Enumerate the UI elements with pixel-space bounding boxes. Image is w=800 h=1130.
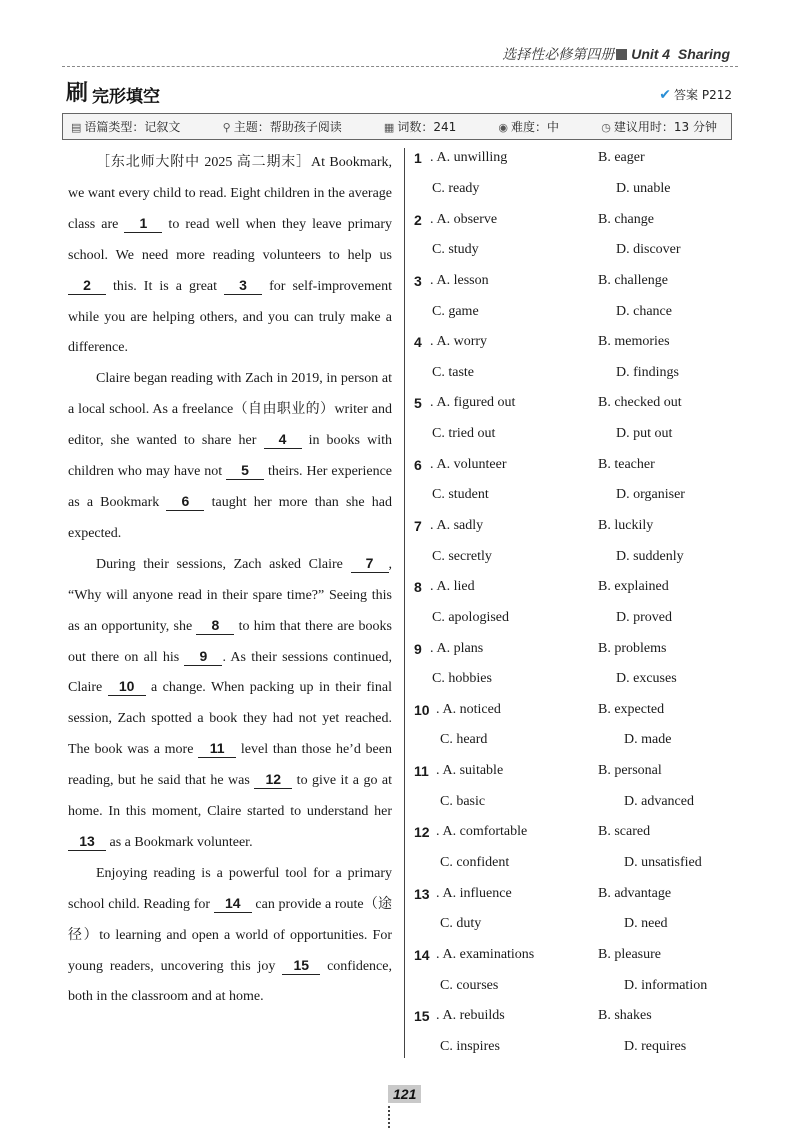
question-number: 5 bbox=[414, 395, 422, 412]
option-b[interactable]: B. personal bbox=[598, 763, 662, 779]
running-head bbox=[502, 44, 730, 64]
question-8-left bbox=[414, 579, 598, 595]
theme-text: 主题：帮助孩子阅读 bbox=[233, 120, 342, 134]
option-b[interactable]: B. change bbox=[598, 211, 654, 227]
passage-text: to give it a go at home. In this moment, Claire started to understand her bbox=[68, 773, 392, 820]
option-a[interactable]: A. examinations bbox=[442, 946, 535, 962]
option-d[interactable]: D. excuses bbox=[616, 671, 677, 687]
passage-text: . As their sessions continued, Claire bbox=[68, 649, 392, 696]
option-b[interactable]: B. problems bbox=[598, 640, 667, 656]
option-b[interactable]: B. shakes bbox=[598, 1008, 652, 1024]
question-dot: . bbox=[430, 640, 434, 656]
question-6-left bbox=[414, 457, 598, 473]
passage-text: ［东北师大附中 2025 高二期末］At Bookmark, we want every child to read. Eight children in the average class are bbox=[68, 155, 392, 232]
difficulty-text: 难度：中 bbox=[511, 120, 560, 134]
question-dot: . bbox=[436, 885, 440, 901]
option-a[interactable]: A. worry bbox=[436, 334, 488, 350]
question-12-row-cd bbox=[414, 848, 734, 879]
passage-text: can provide a route（途径）to learning and open a world of opportunities. For young readers, uncovering this joy bbox=[68, 896, 392, 974]
question-15-row-ab bbox=[414, 1001, 734, 1032]
info-bar bbox=[62, 113, 732, 140]
question-number: 13 bbox=[414, 885, 430, 902]
question-1-row-cd bbox=[414, 174, 734, 205]
question-number: 6 bbox=[414, 456, 422, 473]
option-c[interactable]: C. ready bbox=[432, 180, 480, 196]
passage-text: to him that there are books out there on all his bbox=[68, 618, 392, 665]
blank-11: 11 bbox=[198, 740, 236, 758]
option-d[interactable]: D. suddenly bbox=[616, 548, 684, 564]
question-number: 10 bbox=[414, 701, 430, 718]
question-dot: . bbox=[436, 1008, 440, 1024]
document-icon: ▤ bbox=[71, 121, 82, 134]
option-c[interactable]: C. tried out bbox=[432, 426, 496, 442]
question-number: 8 bbox=[414, 579, 422, 596]
option-b[interactable]: B. advantage bbox=[598, 885, 672, 901]
option-a[interactable]: A. comfortable bbox=[442, 824, 528, 840]
passage-text: taught her more than she had expected. bbox=[68, 494, 392, 541]
question-4-left bbox=[414, 334, 598, 350]
option-d[interactable]: D. requires bbox=[624, 1038, 687, 1054]
question-dot: . bbox=[430, 272, 434, 288]
book-title: 选择性必修第四册 bbox=[502, 46, 615, 62]
option-a[interactable]: A. lesson bbox=[436, 272, 489, 288]
question-13-left bbox=[414, 886, 598, 902]
info-time bbox=[601, 118, 717, 135]
question-10-row-cd bbox=[414, 725, 734, 756]
header-rule bbox=[62, 66, 738, 67]
option-c[interactable]: C. hobbies bbox=[432, 671, 492, 687]
question-6-row-cd bbox=[414, 480, 734, 511]
option-a[interactable]: A. noticed bbox=[442, 701, 501, 717]
question-dot: . bbox=[430, 579, 434, 595]
option-a[interactable]: A. lied bbox=[436, 579, 475, 595]
question-15-row-cd bbox=[414, 1032, 734, 1063]
option-c[interactable]: C. basic bbox=[440, 793, 486, 809]
question-dot: . bbox=[430, 211, 434, 227]
question-dot: . bbox=[436, 763, 440, 779]
option-c[interactable]: C. inspires bbox=[440, 1038, 500, 1054]
option-b[interactable]: B. expected bbox=[598, 701, 665, 717]
passage-text: level than those he’d been reading, but he said that he was bbox=[68, 742, 392, 789]
question-dot: . bbox=[430, 334, 434, 350]
option-b[interactable]: B. luckily bbox=[598, 518, 654, 533]
question-7-row-ab bbox=[414, 511, 734, 542]
unit-label: Unit 4 bbox=[631, 46, 671, 62]
paragraph-2 bbox=[68, 364, 392, 549]
passage-text: During their sessions, Zach asked Claire bbox=[96, 556, 351, 572]
question-11-row-cd bbox=[414, 786, 734, 817]
option-c[interactable]: C. duty bbox=[440, 916, 482, 932]
paragraph-1 bbox=[68, 148, 392, 364]
question-3-left bbox=[414, 273, 598, 289]
brush-icon: 刷 bbox=[66, 81, 89, 106]
question-number: 12 bbox=[414, 824, 430, 841]
question-2-row-ab bbox=[414, 204, 734, 235]
question-4-row-ab bbox=[414, 327, 734, 358]
passage-text: a change. When packing up in their final session, Zach spotted a book they had not yet reached. The book was a more bbox=[68, 680, 392, 758]
option-a[interactable]: A. rebuilds bbox=[442, 1008, 505, 1024]
paragraph-3 bbox=[68, 550, 392, 859]
question-9-left bbox=[414, 641, 598, 657]
question-13-row-cd bbox=[414, 909, 734, 940]
square-icon bbox=[616, 49, 627, 60]
cloze-passage bbox=[68, 148, 392, 1013]
blank-14: 14 bbox=[214, 895, 252, 913]
answer-reference bbox=[659, 86, 732, 103]
question-8-row-ab bbox=[414, 572, 734, 603]
option-d[interactable]: D. findings bbox=[616, 364, 679, 380]
passage-text: this. It is a great bbox=[106, 278, 225, 294]
question-1-row-ab bbox=[414, 143, 734, 174]
question-11-left bbox=[414, 763, 598, 779]
passage-text: theirs. Her experience as a Bookmark bbox=[68, 464, 392, 510]
option-c[interactable]: C. study bbox=[432, 242, 479, 258]
passage-text: , “Why will anyone read in their spare time?” Seeing this as an opportunity, she bbox=[68, 556, 392, 634]
blank-7: 7 bbox=[351, 555, 389, 573]
question-number: 1 bbox=[414, 150, 422, 167]
unit-topic: Sharing bbox=[677, 46, 730, 62]
option-b[interactable]: B. checked out bbox=[598, 395, 682, 411]
blank-8: 8 bbox=[196, 617, 234, 635]
question-14-row-ab bbox=[414, 940, 734, 971]
option-d[interactable]: D. made bbox=[624, 732, 672, 748]
question-number: 14 bbox=[414, 946, 430, 963]
question-12-left bbox=[414, 824, 598, 840]
option-a[interactable]: A. sadly bbox=[436, 518, 484, 533]
option-c[interactable]: C. confident bbox=[440, 855, 510, 871]
info-difficulty bbox=[498, 118, 559, 135]
blank-5: 5 bbox=[226, 462, 264, 480]
option-a[interactable]: A. influence bbox=[442, 885, 512, 901]
option-c[interactable]: C. heard bbox=[440, 732, 488, 748]
option-b[interactable]: B. explained bbox=[598, 579, 669, 595]
info-theme bbox=[223, 118, 342, 135]
question-6-row-ab bbox=[414, 449, 734, 480]
blank-10: 10 bbox=[108, 678, 146, 696]
question-number: 9 bbox=[414, 640, 422, 657]
option-b[interactable]: B. pleasure bbox=[598, 946, 661, 962]
option-c[interactable]: C. apologised bbox=[432, 609, 509, 625]
question-14-left bbox=[414, 947, 598, 963]
answer-page: 答案 P212 bbox=[674, 88, 732, 102]
option-d[interactable]: D. advanced bbox=[624, 793, 694, 809]
page-dots bbox=[388, 1106, 394, 1128]
option-a[interactable]: A. figured out bbox=[436, 395, 516, 411]
question-5-row-cd bbox=[414, 419, 734, 450]
option-c[interactable]: C. secretly bbox=[432, 548, 492, 564]
passage-text: for self-improvement while you are helping others, and you can truly make a difference. bbox=[68, 278, 392, 356]
question-10-left bbox=[414, 702, 598, 718]
question-5-left bbox=[414, 395, 598, 411]
option-c[interactable]: C. student bbox=[432, 487, 489, 503]
blank-4: 4 bbox=[264, 431, 302, 449]
option-c[interactable]: C. game bbox=[432, 303, 479, 319]
question-number: 4 bbox=[414, 334, 422, 351]
blank-3: 3 bbox=[224, 277, 262, 295]
blank-9: 9 bbox=[184, 648, 222, 666]
option-d[interactable]: D. information bbox=[624, 977, 708, 993]
blank-15: 15 bbox=[282, 957, 320, 975]
option-d[interactable]: D. organiser bbox=[616, 487, 685, 503]
option-a[interactable]: A. observe bbox=[436, 211, 498, 227]
question-number: 11 bbox=[414, 763, 429, 780]
words-text: 词数：241 bbox=[397, 120, 457, 134]
option-a[interactable]: A. unwilling bbox=[436, 150, 508, 166]
question-9-row-cd bbox=[414, 664, 734, 695]
option-d[interactable]: D. need bbox=[624, 916, 668, 932]
blank-2: 2 bbox=[68, 277, 106, 295]
gauge-icon: ◉ bbox=[498, 121, 509, 134]
check-icon: ✔ bbox=[659, 87, 672, 103]
option-a[interactable]: A. volunteer bbox=[436, 456, 507, 472]
question-dot: . bbox=[436, 946, 440, 962]
question-9-row-ab bbox=[414, 633, 734, 664]
passage-text: Claire began reading with Zach in 2019, in person at a local school. As a freelance（自由职业的）writer and editor, she wanted to share her bbox=[68, 371, 392, 449]
passage-text: confidence, both in the classroom and at home. bbox=[68, 958, 392, 1005]
question-dot: . bbox=[430, 150, 434, 166]
info-genre bbox=[71, 118, 180, 135]
question-7-row-cd bbox=[414, 541, 734, 572]
option-c[interactable]: C. courses bbox=[440, 977, 499, 993]
option-d[interactable]: D. chance bbox=[616, 303, 672, 319]
option-d[interactable]: D. unable bbox=[616, 180, 671, 196]
question-4-row-cd bbox=[414, 357, 734, 388]
question-number: 3 bbox=[414, 272, 422, 289]
question-dot: . bbox=[430, 518, 434, 533]
passage-text: as a Bookmark volunteer. bbox=[106, 834, 253, 850]
blank-6: 6 bbox=[166, 493, 204, 511]
question-7-left bbox=[414, 518, 598, 534]
counter-icon: ▦ bbox=[383, 121, 395, 134]
paragraph-4 bbox=[68, 859, 392, 1014]
column-divider bbox=[404, 148, 405, 1058]
passage-text: to read well when they leave primary school. We need more reading volunteers to help us bbox=[68, 216, 393, 263]
section-title: 完形填空 bbox=[92, 87, 160, 107]
blank-1: 1 bbox=[124, 215, 162, 233]
question-3-row-cd bbox=[414, 296, 734, 327]
time-text: 建议用时：13 分钟 bbox=[613, 120, 717, 134]
question-14-row-cd bbox=[414, 970, 734, 1001]
question-number: 2 bbox=[414, 211, 422, 228]
question-10-row-ab bbox=[414, 695, 734, 726]
page-number: 121 bbox=[388, 1085, 421, 1103]
option-c[interactable]: C. taste bbox=[432, 364, 474, 380]
info-words bbox=[384, 118, 456, 135]
question-2-left bbox=[414, 212, 598, 228]
clock-icon: ◷ bbox=[601, 121, 611, 134]
option-b[interactable]: B. scared bbox=[598, 824, 651, 840]
blank-13: 13 bbox=[68, 833, 106, 851]
question-12-row-ab bbox=[414, 817, 734, 848]
option-b[interactable]: B. teacher bbox=[598, 456, 655, 472]
search-icon: ⚲ bbox=[222, 121, 231, 134]
answer-options bbox=[414, 143, 734, 1062]
blank-12: 12 bbox=[254, 771, 292, 789]
passage-text: Enjoying reading is a powerful tool for a primary school child. Reading for bbox=[68, 865, 392, 912]
option-a[interactable]: A. suitable bbox=[442, 763, 504, 779]
option-d[interactable]: D. put out bbox=[616, 426, 673, 442]
question-3-row-ab bbox=[414, 266, 734, 297]
question-dot: . bbox=[436, 824, 440, 840]
genre-text: 语篇类型：记叙文 bbox=[84, 120, 181, 134]
question-dot: . bbox=[436, 701, 440, 717]
question-dot: . bbox=[430, 456, 434, 472]
option-d[interactable]: D. unsatisfied bbox=[624, 855, 702, 871]
passage-text: in books with children who may have not bbox=[68, 433, 392, 480]
question-13-row-ab bbox=[414, 878, 734, 909]
question-dot: . bbox=[430, 395, 434, 411]
question-15-left bbox=[414, 1008, 598, 1024]
question-11-row-ab bbox=[414, 756, 734, 787]
option-b[interactable]: B. eager bbox=[598, 150, 645, 166]
question-5-row-ab bbox=[414, 388, 734, 419]
question-2-row-cd bbox=[414, 235, 734, 266]
question-number: 7 bbox=[414, 518, 422, 534]
option-a[interactable]: A. plans bbox=[436, 640, 484, 656]
question-number: 15 bbox=[414, 1008, 430, 1025]
option-b[interactable]: B. challenge bbox=[598, 272, 668, 288]
option-b[interactable]: B. memories bbox=[598, 334, 670, 350]
question-1-left bbox=[414, 150, 598, 166]
option-d[interactable]: D. proved bbox=[616, 609, 672, 625]
question-8-row-cd bbox=[414, 603, 734, 634]
option-d[interactable]: D. discover bbox=[616, 242, 681, 258]
